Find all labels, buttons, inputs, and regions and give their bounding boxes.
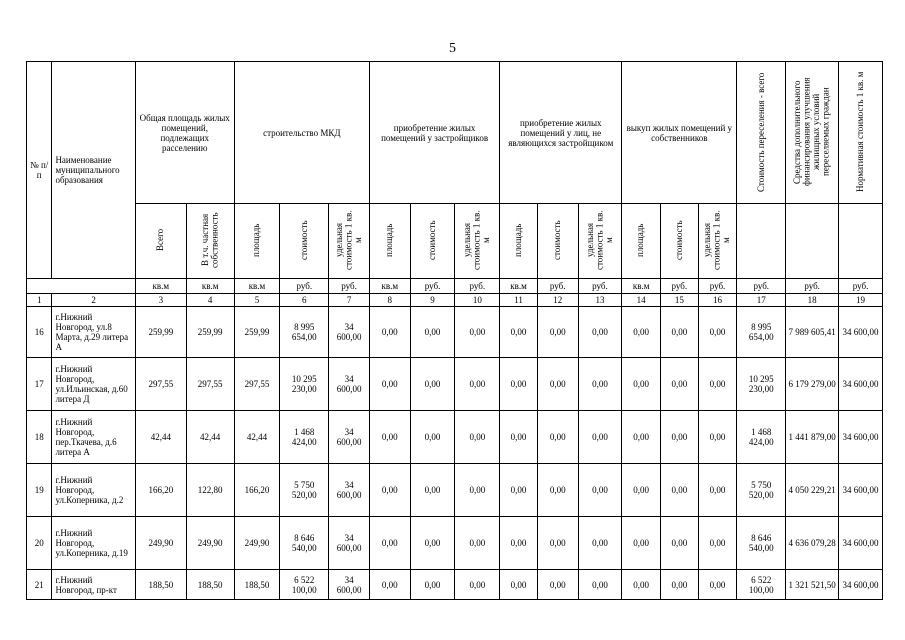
cell-resettlement-cost: 8 995 654,00 [737, 307, 786, 358]
header-num: № п/п [27, 62, 52, 279]
cell-resettlement-cost: 1 468 424,00 [737, 411, 786, 464]
header-buyout: выкуп жилых помещений у собственников [622, 62, 737, 204]
cell-total: 188,50 [135, 570, 186, 600]
cell-nondev-unit: 0,00 [578, 358, 622, 411]
sub-constr-cost: стоимость [280, 204, 329, 279]
cell-dev-cost: 0,00 [410, 464, 455, 517]
cell-additional-funds: 4 050 229,21 [786, 464, 839, 517]
cell-name: г.Нижний Новгород, ул.Коперника, д.2 [52, 464, 135, 517]
cell-buyout-area: 0,00 [622, 464, 661, 517]
column-number-cell: 10 [455, 294, 500, 307]
unit-cell: руб. [537, 279, 578, 294]
header-resettlement-cost [737, 62, 786, 204]
cell-num: 17 [27, 358, 52, 411]
cell-total: 259,99 [135, 307, 186, 358]
sub-dev-cost: стоимость [410, 204, 455, 279]
column-number-cell: 7 [329, 294, 370, 307]
column-number-cell: 13 [578, 294, 622, 307]
unit-cell: руб. [839, 279, 883, 294]
cell-private: 297,55 [186, 358, 234, 411]
cell-dev-unit: 0,00 [455, 307, 500, 358]
cell-nondev-area: 0,00 [500, 307, 538, 358]
cell-nondev-unit: 0,00 [578, 307, 622, 358]
cell-name: г.Нижний Новгород, пер.Ткачева, д.6 литера А [52, 411, 135, 464]
cell-nondev-unit: 0,00 [578, 411, 622, 464]
cell-dev-area: 0,00 [369, 411, 410, 464]
cell-constr-cost: 5 750 520,00 [280, 464, 329, 517]
cell-nondev-cost: 0,00 [537, 570, 578, 600]
cell-name: г.Нижний Новгород, ул.Ильинская, д.60 литера Д [52, 358, 135, 411]
cell-dev-cost: 0,00 [410, 411, 455, 464]
table-row [27, 358, 883, 411]
header-row-subcolumns [27, 204, 883, 279]
cell-constr-area: 166,20 [234, 464, 280, 517]
cell-resettlement-cost: 5 750 520,00 [737, 464, 786, 517]
cell-dev-area: 0,00 [369, 464, 410, 517]
units-empty [27, 279, 136, 294]
sub-dev-unit: удельная стоимость 1 кв. м [455, 204, 500, 279]
cell-buyout-cost: 0,00 [661, 570, 699, 600]
cell-nondev-cost: 0,00 [537, 464, 578, 517]
sub-buyout-cost: стоимость [661, 204, 699, 279]
column-number-cell: 19 [839, 294, 883, 307]
table-row [27, 464, 883, 517]
unit-cell: руб. [280, 279, 329, 294]
sub-empty-19 [839, 204, 883, 279]
cell-normative-cost: 34 600,00 [839, 411, 883, 464]
cell-total: 249,90 [135, 517, 186, 570]
sub-empty-17 [737, 204, 786, 279]
unit-cell: кв.м [369, 279, 410, 294]
column-number-cell: 15 [661, 294, 699, 307]
column-number-cell: 2 [52, 294, 135, 307]
cell-name: г.Нижний Новгород, ул.Коперника, д.19 [52, 517, 135, 570]
cell-constr-cost: 6 522 100,00 [280, 570, 329, 600]
cell-nondev-cost: 0,00 [537, 411, 578, 464]
cell-private: 42,44 [186, 411, 234, 464]
cell-constr-area: 188,50 [234, 570, 280, 600]
column-number-cell: 9 [410, 294, 455, 307]
column-number-cell: 1 [27, 294, 52, 307]
cell-nondev-area: 0,00 [500, 411, 538, 464]
cell-nondev-area: 0,00 [500, 464, 538, 517]
unit-cell: кв.м [186, 279, 234, 294]
unit-cell: кв.м [500, 279, 538, 294]
cell-nondev-cost: 0,00 [537, 517, 578, 570]
cell-constr-unit: 34 600,00 [329, 570, 370, 600]
cell-constr-area: 297,55 [234, 358, 280, 411]
header-row-groups [27, 62, 883, 204]
cell-buyout-unit: 0,00 [698, 464, 737, 517]
cell-buyout-unit: 0,00 [698, 307, 737, 358]
cell-total: 42,44 [135, 411, 186, 464]
cell-buyout-cost: 0,00 [661, 411, 699, 464]
cell-nondev-unit: 0,00 [578, 570, 622, 600]
sub-nondev-cost: стоимость [537, 204, 578, 279]
cell-total: 297,55 [135, 358, 186, 411]
cell-constr-area: 249,90 [234, 517, 280, 570]
sub-private: В т.ч. частная собственность [186, 204, 234, 279]
cell-buyout-area: 0,00 [622, 570, 661, 600]
sub-empty-18 [786, 204, 839, 279]
cell-constr-unit: 34 600,00 [329, 307, 370, 358]
cell-additional-funds: 1 441 879,00 [786, 411, 839, 464]
cell-nondev-area: 0,00 [500, 570, 538, 600]
cell-num: 18 [27, 411, 52, 464]
unit-cell: руб. [329, 279, 370, 294]
cell-constr-unit: 34 600,00 [329, 517, 370, 570]
sub-constr-unit: удельная стоимость 1 кв. м [329, 204, 370, 279]
cell-dev-cost: 0,00 [410, 358, 455, 411]
cell-constr-area: 259,99 [234, 307, 280, 358]
cell-private: 259,99 [186, 307, 234, 358]
column-number-cell: 18 [786, 294, 839, 307]
cell-dev-area: 0,00 [369, 570, 410, 600]
cell-constr-unit: 34 600,00 [329, 411, 370, 464]
unit-cell: руб. [698, 279, 737, 294]
header-row-units [27, 279, 883, 294]
cell-normative-cost: 34 600,00 [839, 358, 883, 411]
cell-dev-area: 0,00 [369, 358, 410, 411]
column-number-cell: 11 [500, 294, 538, 307]
unit-cell: кв.м [622, 279, 661, 294]
sub-total: Всего [135, 204, 186, 279]
cell-buyout-area: 0,00 [622, 517, 661, 570]
header-additional-funds-text: Средства дополнительного финансирования улучшения жилищных условий переселяемых граждан [792, 77, 831, 186]
cell-num: 16 [27, 307, 52, 358]
cell-dev-unit: 0,00 [455, 570, 500, 600]
cell-constr-cost: 8 646 540,00 [280, 517, 329, 570]
cell-buyout-cost: 0,00 [661, 307, 699, 358]
column-number-cell: 12 [537, 294, 578, 307]
cell-buyout-cost: 0,00 [661, 517, 699, 570]
header-row-column-numbers [27, 294, 883, 307]
unit-cell: кв.м [135, 279, 186, 294]
cell-dev-unit: 0,00 [455, 358, 500, 411]
resettlement-table [26, 61, 883, 600]
header-name: Наименование муниципального образования [52, 62, 135, 279]
cell-constr-unit: 34 600,00 [329, 358, 370, 411]
cell-buyout-unit: 0,00 [698, 570, 737, 600]
header-construction: строительство МКД [234, 62, 369, 204]
cell-dev-area: 0,00 [369, 307, 410, 358]
cell-private: 249,90 [186, 517, 234, 570]
table-row [27, 411, 883, 464]
unit-cell: руб. [455, 279, 500, 294]
cell-constr-area: 42,44 [234, 411, 280, 464]
cell-additional-funds: 7 989 605,41 [786, 307, 839, 358]
unit-cell: руб. [661, 279, 699, 294]
header-total-area: Общая площадь жилых помещений, подлежащих расселению [135, 62, 234, 204]
cell-nondev-cost: 0,00 [537, 358, 578, 411]
sub-buyout-area: площадь [622, 204, 661, 279]
cell-additional-funds: 1 321 521,50 [786, 570, 839, 600]
column-number-cell: 8 [369, 294, 410, 307]
cell-resettlement-cost: 8 646 540,00 [737, 517, 786, 570]
cell-resettlement-cost: 10 295 230,00 [737, 358, 786, 411]
cell-resettlement-cost: 6 522 100,00 [737, 570, 786, 600]
sub-nondev-area: площадь [500, 204, 538, 279]
header-resettlement-cost-text: Стоимость переселения - всего [755, 71, 766, 192]
unit-cell: кв.м [234, 279, 280, 294]
cell-num: 20 [27, 517, 52, 570]
cell-private: 188,50 [186, 570, 234, 600]
cell-normative-cost: 34 600,00 [839, 517, 883, 570]
cell-buyout-area: 0,00 [622, 358, 661, 411]
cell-constr-cost: 10 295 230,00 [280, 358, 329, 411]
cell-nondev-area: 0,00 [500, 358, 538, 411]
cell-dev-cost: 0,00 [410, 570, 455, 600]
cell-dev-cost: 0,00 [410, 307, 455, 358]
header-normative-cost-text: Нормативная стоимость 1 кв. м [854, 71, 865, 192]
cell-additional-funds: 6 179 279,00 [786, 358, 839, 411]
column-number-cell: 16 [698, 294, 737, 307]
cell-constr-cost: 1 468 424,00 [280, 411, 329, 464]
cell-buyout-unit: 0,00 [698, 358, 737, 411]
sub-nondev-unit: удельная стоимость 1 кв. м [578, 204, 622, 279]
cell-dev-unit: 0,00 [455, 464, 500, 517]
sub-dev-area: площадь [369, 204, 410, 279]
column-number-cell: 4 [186, 294, 234, 307]
cell-total: 166,20 [135, 464, 186, 517]
cell-dev-area: 0,00 [369, 517, 410, 570]
cell-additional-funds: 4 636 079,28 [786, 517, 839, 570]
cell-buyout-cost: 0,00 [661, 358, 699, 411]
unit-cell: руб. [786, 279, 839, 294]
sub-constr-area: площадь [234, 204, 280, 279]
header-additional-funds [786, 62, 839, 204]
cell-dev-cost: 0,00 [410, 517, 455, 570]
unit-cell: руб. [410, 279, 455, 294]
cell-constr-cost: 8 995 654,00 [280, 307, 329, 358]
column-number-cell: 6 [280, 294, 329, 307]
cell-nondev-cost: 0,00 [537, 307, 578, 358]
cell-name: г.Нижний Новгород, пр-кт [52, 570, 135, 600]
cell-constr-unit: 34 600,00 [329, 464, 370, 517]
cell-nondev-unit: 0,00 [578, 464, 622, 517]
cell-buyout-area: 0,00 [622, 307, 661, 358]
cell-num: 19 [27, 464, 52, 517]
table-row [27, 517, 883, 570]
cell-num: 21 [27, 570, 52, 600]
cell-nondev-area: 0,00 [500, 517, 538, 570]
header-from-developers: приобретение жилых помещений у застройщиков [369, 62, 499, 204]
cell-normative-cost: 34 600,00 [839, 307, 883, 358]
cell-dev-unit: 0,00 [455, 517, 500, 570]
cell-nondev-unit: 0,00 [578, 517, 622, 570]
cell-buyout-unit: 0,00 [698, 411, 737, 464]
page-number: 5 [449, 41, 456, 56]
column-number-cell: 5 [234, 294, 280, 307]
column-number-cell: 14 [622, 294, 661, 307]
cell-buyout-unit: 0,00 [698, 517, 737, 570]
cell-buyout-cost: 0,00 [661, 464, 699, 517]
column-number-cell: 3 [135, 294, 186, 307]
cell-buyout-area: 0,00 [622, 411, 661, 464]
cell-normative-cost: 34 600,00 [839, 464, 883, 517]
column-number-cell: 17 [737, 294, 786, 307]
cell-dev-unit: 0,00 [455, 411, 500, 464]
header-normative-cost [839, 62, 883, 204]
unit-cell: руб. [737, 279, 786, 294]
header-from-non-developers: приобретение жилых помещений у лиц, не являющихся застройщиком [500, 62, 622, 204]
cell-private: 122,80 [186, 464, 234, 517]
table-row [27, 307, 883, 358]
cell-normative-cost: 34 600,00 [839, 570, 883, 600]
table-row [27, 570, 883, 600]
sub-buyout-unit: удельная стоимость 1 кв. м [698, 204, 737, 279]
cell-name: г.Нижний Новгород, ул.8 Марта, д.29 литера А [52, 307, 135, 358]
unit-cell: руб. [578, 279, 622, 294]
